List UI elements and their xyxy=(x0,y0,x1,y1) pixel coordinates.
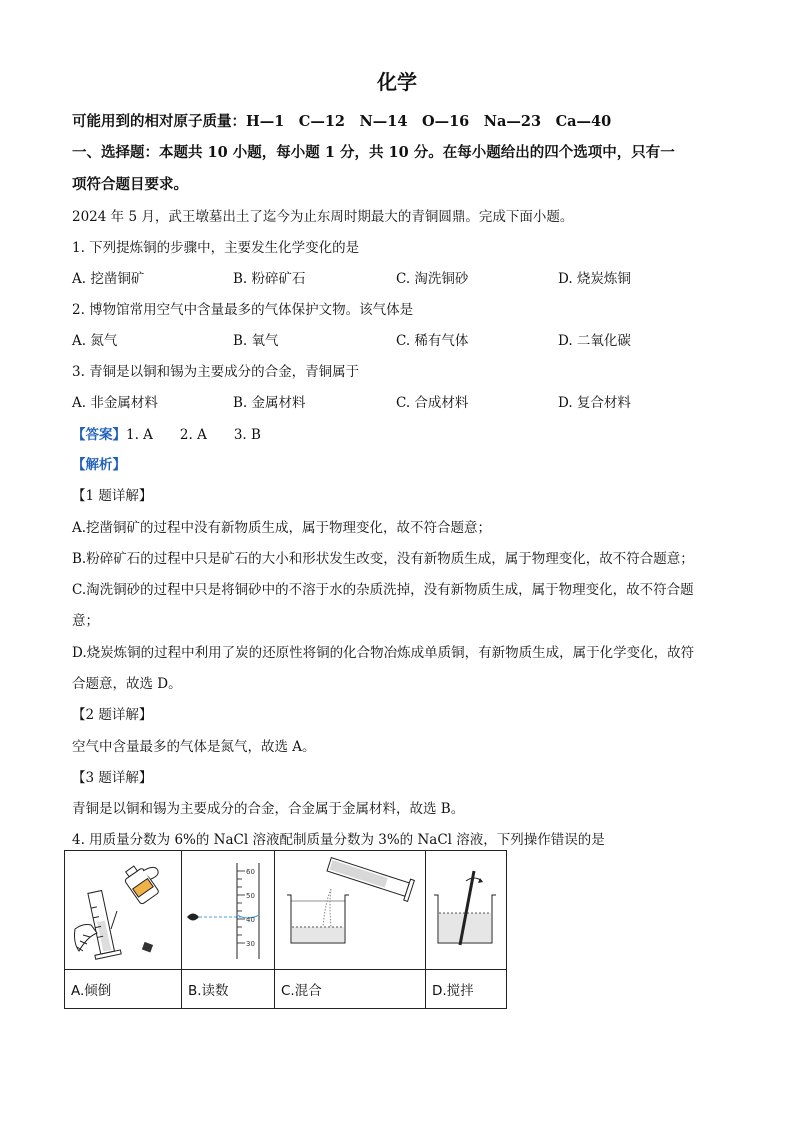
q3-option-d: D. 复合材料 xyxy=(558,395,631,411)
operation-figure-table xyxy=(64,850,507,1009)
tick-60: 60 xyxy=(246,868,255,876)
detail-1-line-b: B.粉碎矿石的过程中只是矿石的大小和形状发生改变，没有新物质生成，属于物理变化，故不符合题意； xyxy=(72,551,694,567)
question-1-stem: 1. 下列提炼铜的步骤中，主要发生化学变化的是 xyxy=(72,240,360,256)
answer-line xyxy=(72,423,261,443)
q2-option-b: B. 氧气 xyxy=(233,333,279,349)
answer-text: 1. A 2. A 3. B xyxy=(126,427,261,443)
q2-option-a: A. 氮气 xyxy=(72,333,118,349)
detail-1-line-c: C.淘洗铜砂的过程中只是将铜砂中的不溶于水的杂质洗掉，没有新物质生成，属于物理变化，故不符合题 xyxy=(72,582,694,598)
answer-tag: 【答案】 xyxy=(72,427,126,443)
q2-option-c: C. 稀有气体 xyxy=(396,333,469,349)
q3-option-b: B. 金属材料 xyxy=(233,395,306,411)
figure-label-a: A.倾倒 xyxy=(65,970,182,1009)
reading-illustration-icon xyxy=(182,851,274,969)
figure-pouring xyxy=(65,851,182,970)
figure-mixing xyxy=(275,851,426,970)
analysis-tag: 【解析】 xyxy=(72,457,126,473)
detail-1-line-a: A.挖凿铜矿的过程中没有新物质生成，属于物理变化，故不符合题意； xyxy=(72,520,492,536)
detail-3-heading: 【3 题详解】 xyxy=(72,770,153,786)
q1-option-c: C. 淘洗铜砂 xyxy=(396,271,469,287)
detail-3-line: 青铜是以铜和锡为主要成分的合金，合金属于金属材料，故选 B。 xyxy=(72,801,465,817)
q1-option-b: B. 粉碎矿石 xyxy=(233,271,306,287)
stirring-illustration-icon xyxy=(426,851,506,969)
figure-stirring xyxy=(426,851,507,970)
tick-30: 30 xyxy=(246,940,255,948)
q3-option-c: C. 合成材料 xyxy=(396,395,469,411)
detail-1-line-d: D.烧炭炼铜的过程中利用了炭的还原性将铜的化合物冶炼成单质铜，有新物质生成，属于化学变化，故符 xyxy=(72,645,695,661)
q1-option-d: D. 烧炭炼铜 xyxy=(558,271,631,287)
detail-2-line: 空气中含量最多的气体是氮气，故选 A。 xyxy=(72,739,316,755)
question-4-stem: 4. 用质量分数为 6%的 NaCl 溶液配制质量分数为 3%的 NaCl 溶液，下列操作错误的是 xyxy=(72,832,605,848)
section-heading-line2: 项符合题目要求。 xyxy=(72,176,188,193)
q3-option-a: A. 非金属材料 xyxy=(72,395,158,411)
q2-option-d: D. 二氧化碳 xyxy=(558,333,631,349)
figure-label-c: C.混合 xyxy=(275,970,426,1009)
section-heading-line1: 一、选择题：本题共 10 小题，每小题 1 分，共 10 分。在每小题给出的四个选项中，只有一 xyxy=(72,144,675,161)
question-intro: 2024 年 5 月，武王墩墓出土了迄今为止东周时期最大的青铜圆鼎。完成下面小题。 xyxy=(72,209,574,225)
tick-50: 50 xyxy=(246,892,255,900)
page-title: 化学 xyxy=(377,70,417,94)
question-2-stem: 2. 博物馆常用空气中含量最多的气体保护文物。该气体是 xyxy=(72,302,414,318)
detail-1-heading: 【1 题详解】 xyxy=(72,488,153,504)
mixing-illustration-icon xyxy=(275,851,425,969)
tick-40: 40 xyxy=(246,916,255,924)
figure-label-b: B.读数 xyxy=(182,970,275,1009)
figure-reading xyxy=(182,851,275,970)
question-3-stem: 3. 青铜是以铜和锡为主要成分的合金，青铜属于 xyxy=(72,364,360,380)
figure-label-d: D.搅拌 xyxy=(426,970,507,1009)
detail-1-line-c-cont: 意； xyxy=(72,613,99,629)
q1-option-a: A. 挖凿铜矿 xyxy=(72,271,145,287)
detail-1-line-d-cont: 合题意，故选 D。 xyxy=(72,676,182,692)
atomic-masses: 可能用到的相对原子质量：H—1 C—12 N—14 O—16 Na—23 Ca—40 xyxy=(72,113,612,130)
detail-2-heading: 【2 题详解】 xyxy=(72,707,153,723)
pouring-illustration-icon xyxy=(65,851,181,969)
